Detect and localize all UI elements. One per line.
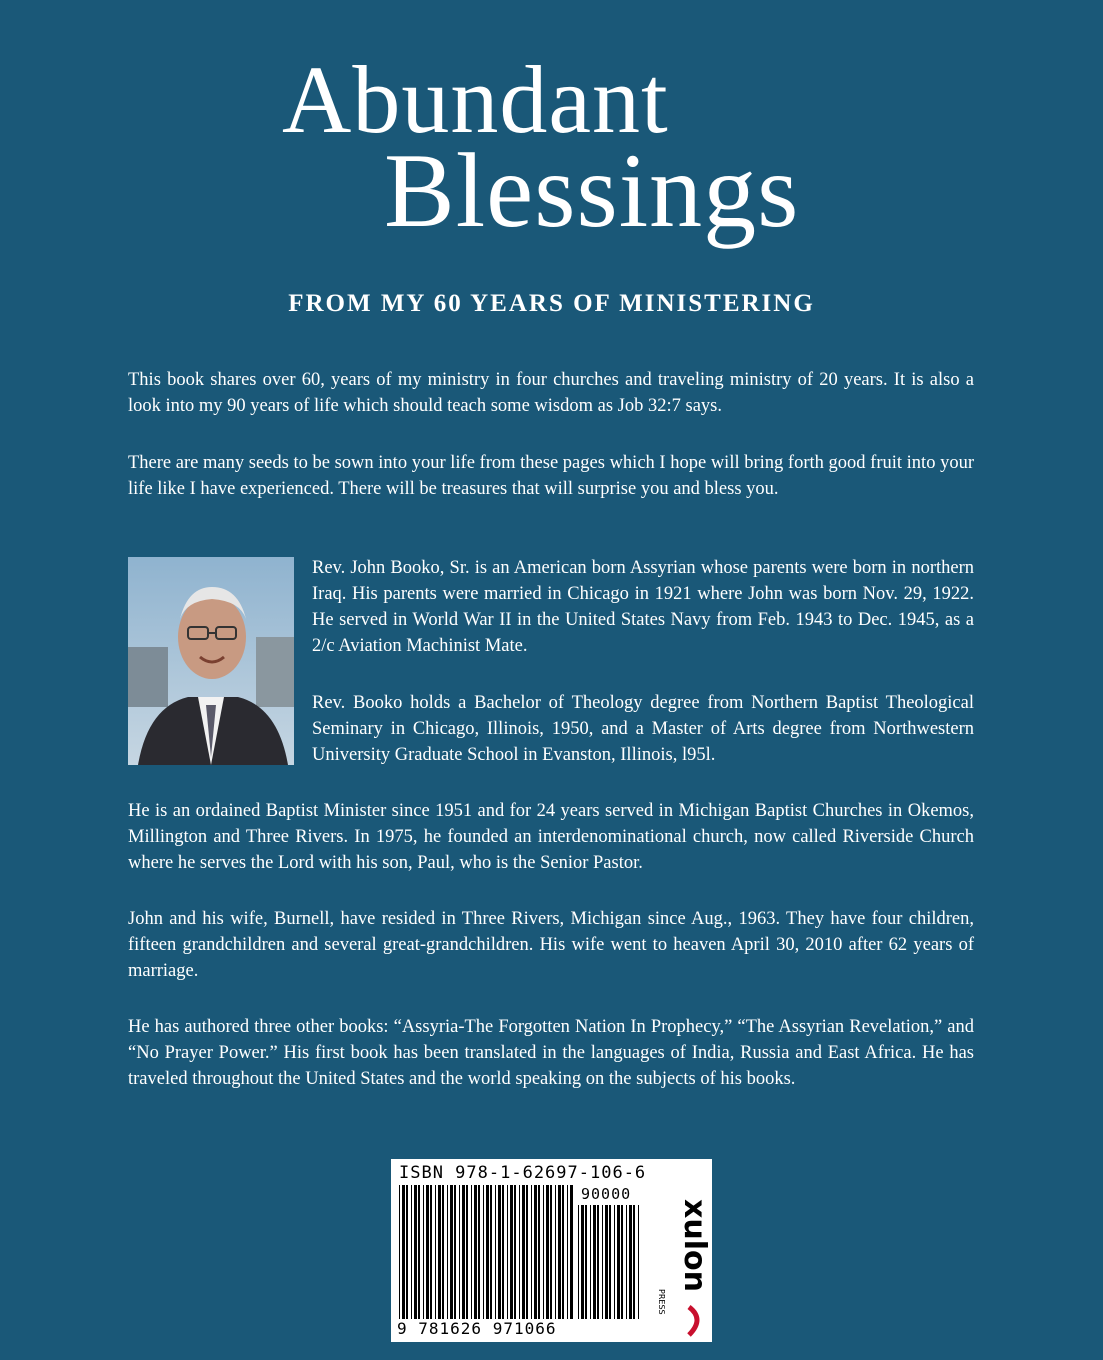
barcode-bar	[414, 1185, 417, 1319]
barcode-bar	[546, 1185, 549, 1319]
barcode-bar	[507, 1185, 508, 1319]
author-bio-paragraph-5: He has authored three other books: “Assyria-The Forgotten Nation In Prophecy,” “The Assyrian Revelation,” and “No Prayer Power.” His first book has been translated in the languages of India, Russia and East Africa. He has traveled throughout the United States and the world speaking on the subjects of his books.	[128, 1017, 974, 1089]
barcode-bar	[502, 1185, 504, 1319]
blurb-paragraph-1: This book shares over 60, years of my ministry in four churches and traveling ministry of 20 years. It is also a look into my 90 years of life which should teach some wisdom as Job 32:7 says.	[128, 370, 974, 416]
barcode-bar	[543, 1185, 544, 1319]
barcode-bar	[447, 1185, 448, 1319]
barcode-bar	[638, 1205, 639, 1319]
barcode-bar	[459, 1185, 460, 1319]
barcode-bar	[423, 1185, 424, 1319]
barcode-bar	[633, 1205, 635, 1319]
barcode-bar	[617, 1205, 620, 1319]
barcode-bar	[597, 1205, 599, 1319]
barcode-bar	[581, 1205, 584, 1319]
barcode-bar	[614, 1205, 615, 1319]
barcode-bar	[450, 1185, 453, 1319]
ean-digits: 9 781626 971066	[397, 1319, 557, 1338]
barcode-bar	[562, 1185, 564, 1319]
barcode-bar	[514, 1185, 516, 1319]
author-photo	[128, 557, 294, 765]
barcode-bar	[486, 1185, 489, 1319]
isbn-barcode	[391, 1159, 712, 1342]
barcode-bar	[621, 1205, 623, 1319]
barcode-bar	[438, 1185, 441, 1319]
blurb-paragraph-2: There are many seeds to be sown into your life from these pages which I hope will bring forth good fruit into your life like I have experienced. There will be treasures that will surprise you and bless you.	[128, 453, 974, 499]
barcode-bar	[490, 1185, 492, 1319]
barcode-bar	[406, 1185, 408, 1319]
barcode-bar	[495, 1185, 496, 1319]
barcode-bar	[471, 1185, 472, 1319]
barcode-bar	[483, 1185, 484, 1319]
barcode-bar	[602, 1205, 603, 1319]
barcode-bar	[590, 1205, 591, 1319]
barcode-bar	[462, 1185, 465, 1319]
barcode-bar	[519, 1185, 520, 1319]
barcode-bar	[510, 1185, 513, 1319]
barcode-bar	[454, 1185, 456, 1319]
barcode-bar	[538, 1185, 540, 1319]
barcode-bar	[426, 1185, 429, 1319]
barcode-bar	[418, 1185, 420, 1319]
book-subtitle: FROM MY 60 YEARS OF MINISTERING	[288, 290, 815, 317]
barcode-bar	[629, 1205, 632, 1319]
svg-text:PRESS: PRESS	[657, 1289, 666, 1315]
price-code: 90000	[581, 1185, 632, 1203]
barcode-bar	[442, 1185, 444, 1319]
barcode-bar	[578, 1205, 579, 1319]
addon-barcode-bars	[578, 1205, 642, 1319]
book-title-line-2: Blessings	[384, 132, 800, 249]
barcode-bar	[567, 1185, 568, 1319]
book-title-line-1: Abundant	[282, 46, 669, 153]
barcode-bar	[626, 1205, 627, 1319]
barcode-bar	[522, 1185, 525, 1319]
ean-barcode-bars	[399, 1185, 574, 1319]
barcode-bar	[474, 1185, 477, 1319]
author-bio-paragraph-2: Rev. Booko holds a Bachelor of Theology degree from Northern Baptist Theological Seminary in Chicago, Illinois, 1950, and a Master of Arts degree from Northwestern University Graduate School in Evanston, Illinois, l95l.	[312, 693, 974, 765]
author-bio-paragraph-1: Rev. John Booko, Sr. is an American born Assyrian whose parents were born in northern Iraq. His parents were married in Chicago in 1921 where John was born Nov. 29, 1922. He served in World War II in the United States Navy from Feb. 1943 to Dec. 1945, as a 2/c Aviation Machinist Mate.	[312, 558, 974, 656]
barcode-bar	[558, 1185, 561, 1319]
barcode-bar	[585, 1205, 587, 1319]
isbn-number: ISBN 978-1-62697-106-6	[399, 1163, 647, 1183]
barcode-bar	[534, 1185, 537, 1319]
author-bio-paragraph-4: John and his wife, Burnell, have resided in Three Rivers, Michigan since Aug., 1963. They have four children, fifteen grandchildren and several great-grandchildren. His wife went to heaven April 30, 2010 after 62 years of marriage.	[128, 909, 974, 981]
barcode-bar	[555, 1185, 556, 1319]
barcode-bar	[399, 1185, 400, 1319]
barcode-bar	[550, 1185, 552, 1319]
barcode-bar	[430, 1185, 432, 1319]
publisher-logo	[649, 1189, 712, 1339]
svg-text:xulon: xulon	[677, 1199, 712, 1292]
barcode-bar	[593, 1205, 596, 1319]
barcode-bar	[570, 1185, 573, 1319]
barcode-bar	[435, 1185, 436, 1319]
barcode-bar	[402, 1185, 405, 1319]
author-bio-paragraph-3: He is an ordained Baptist Minister since 1951 and for 24 years served in Michigan Baptist Churches in Okemos, Millington and Three Rivers. In 1975, he founded an interdenominational church, now called Riverside Church where he serves the Lord with his son, Paul, who is the Senior Pastor.	[128, 801, 974, 873]
barcode-bar	[498, 1185, 501, 1319]
barcode-bar	[605, 1205, 608, 1319]
barcode-bar	[531, 1185, 532, 1319]
barcode-bar	[609, 1205, 611, 1319]
barcode-bar	[478, 1185, 480, 1319]
barcode-bar	[526, 1185, 528, 1319]
barcode-bar	[411, 1185, 412, 1319]
barcode-bar	[466, 1185, 468, 1319]
